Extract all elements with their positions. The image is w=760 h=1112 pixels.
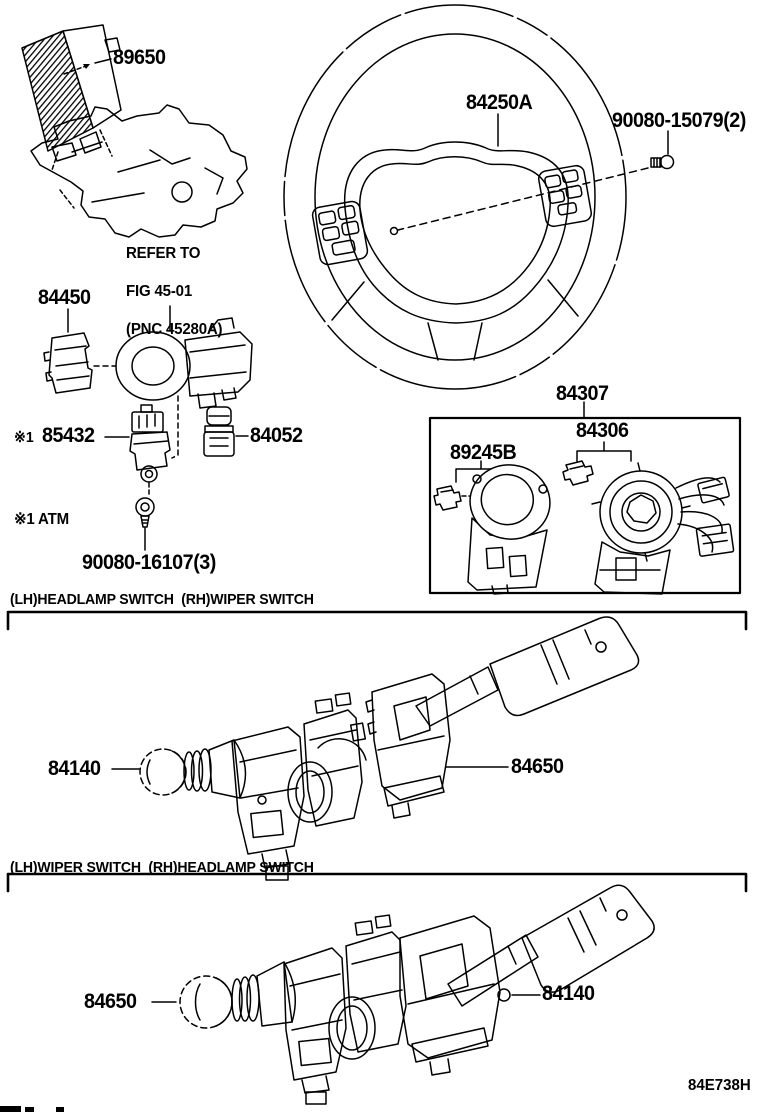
pad-screw-drawing [398,131,674,230]
steering-sensor-drawing [434,460,555,594]
part-label-84450: 84450 [38,286,91,309]
page-edge-artifacts [0,1106,64,1112]
refer-note [126,244,222,339]
section2-title: (LH)WIPER SWITCH (RH)HEADLAMP SWITCH [10,859,314,876]
refer-note-line2: FIG 45-01 [126,283,193,300]
part-label-84250A: 84250A [466,91,533,114]
diagram-code: 84E738H [688,1077,751,1094]
part-label-90080-15079: 90080-15079(2) [612,109,746,132]
section1-left-part-label: 84140 [48,757,101,780]
atm-note: ※1 ATM [14,511,69,528]
part-label-90080-16107: 90080-16107(3) [82,551,216,574]
section1-bracket [8,612,746,629]
clip-84450-drawing [44,309,92,393]
part-label-84307: 84307 [556,382,609,405]
section2-bracket [8,874,746,891]
key-interlock-drawing [105,405,170,496]
refer-note-line1: REFER TO [126,245,201,262]
spiral-cable-drawing [563,442,734,594]
interlock-screw-drawing [136,498,154,550]
section1-right-part-label: 84650 [511,755,564,778]
refer-note-line3: (PNC 45280A) [126,321,223,338]
part-label-89245B: 89245B [450,441,517,464]
steering-wheel-drawing [284,5,626,389]
interlock-knob-drawing [204,407,248,456]
section2-left-part-label: 84650 [84,990,137,1013]
ecu-drawing [22,25,121,170]
section2-right-part-label: 84140 [542,982,595,1005]
part-label-85432: 85432 [42,424,95,447]
part-label-84052: 84052 [250,424,303,447]
part-label-89650: 89650 [113,46,166,69]
combination-switch-1-drawing [112,617,639,880]
section1-title: (LH)HEADLAMP SWITCH (RH)WIPER SWITCH [10,591,314,608]
part-label-84306: 84306 [576,419,629,442]
ref-mark-85432: ※1 [14,429,34,446]
